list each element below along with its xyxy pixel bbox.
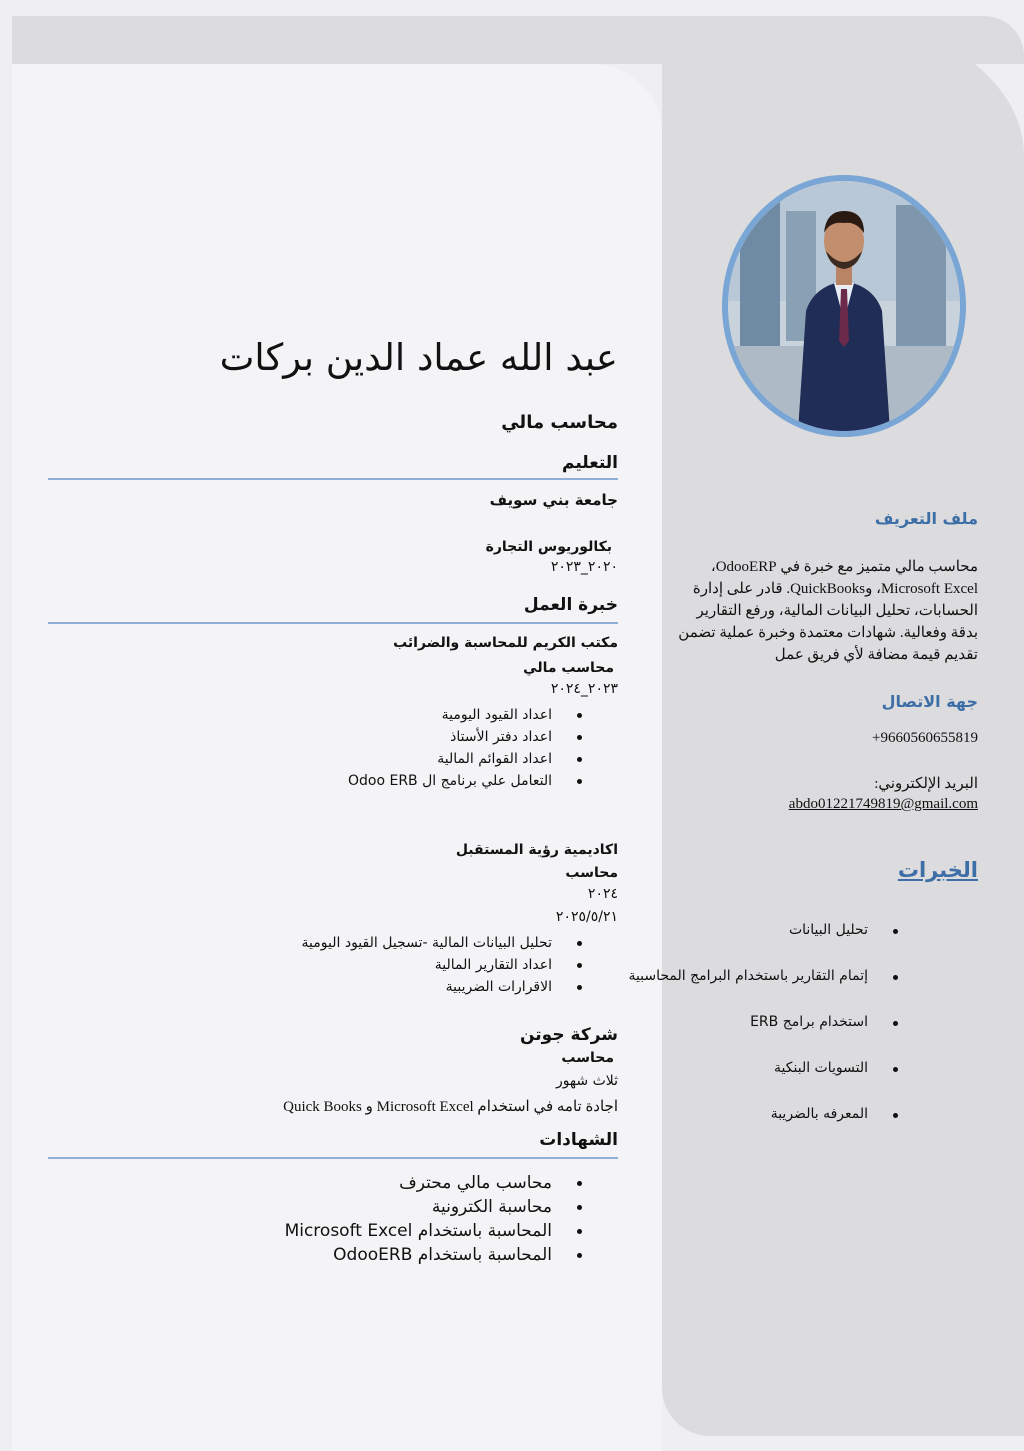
profile-line: الحسابات، تحليل البيانات المالية، ورفع التقارير [696, 603, 978, 619]
job-1-period: ٢٠٢٣_٢٠٢٤ [550, 681, 618, 697]
bullet-icon [577, 1205, 582, 1210]
experience-heading: خبرة العمل [523, 595, 618, 615]
job-3-role: محاسب [561, 1050, 614, 1066]
bullet-icon [577, 963, 582, 968]
bullet-icon [577, 1181, 582, 1186]
education-rule [48, 478, 618, 480]
list-item: التسويات البنكية [618, 1060, 978, 1106]
list-item: اعداد القوائم المالية [48, 748, 618, 770]
list-item: استخدام برامج ERB [618, 1014, 978, 1060]
phone-number: +9660560655819 [872, 730, 978, 746]
full-name: عبد الله عماد الدين بركات [219, 336, 618, 379]
person-photo-icon [728, 181, 960, 431]
main-panel [12, 64, 662, 1451]
job-2-period-start: ٢٠٢٤ [587, 886, 618, 902]
bullet-icon [893, 929, 898, 934]
email-label: البريد الإلكتروني: [874, 776, 978, 792]
list-item: المحاسبة باستخدام Microsoft Excel [48, 1219, 618, 1243]
list-item: اعداد التقارير المالية [48, 954, 618, 976]
certificates-rule [48, 1157, 618, 1159]
email-link[interactable]: abdo01221749819@gmail.com [788, 796, 978, 812]
bullet-icon [577, 985, 582, 990]
bullet-icon [577, 713, 582, 718]
job-1-company: مكتب الكريم للمحاسبة والضرائب [393, 635, 618, 651]
list-item: اعداد دفتر الأستاذ [48, 726, 618, 748]
job-1-tasks [48, 704, 618, 792]
skills-heading: الخبرات [897, 858, 978, 882]
profile-line: Microsoft Excel، وQuickBooks. قادر على إدارة [692, 581, 978, 597]
list-item: تحليل البيانات [618, 922, 978, 968]
list-item: اعداد القيود اليومية [48, 704, 618, 726]
certificates-heading: الشهادات [539, 1130, 618, 1150]
job-1-role: محاسب مالي [523, 660, 614, 676]
bullet-icon [577, 1229, 582, 1234]
contact-heading: جهة الاتصال [881, 692, 978, 711]
bullet-icon [577, 757, 582, 762]
list-item: محاسبة الكترونية [48, 1195, 618, 1219]
job-2-tasks [48, 932, 618, 998]
education-years: ٢٠٢٠_٢٠٢٣ [550, 559, 618, 575]
bullet-icon [577, 941, 582, 946]
certificates-list [48, 1171, 618, 1267]
bullet-icon [893, 1067, 898, 1072]
bullet-icon [577, 1253, 582, 1258]
job-3-period: ثلاث شهور [555, 1073, 618, 1089]
list-item: الاقرارات الضريبية [48, 976, 618, 998]
profile-heading: ملف التعريف [874, 509, 978, 528]
job-3-note: اجادة تامه في استخدام Microsoft Excel و Quick Books [283, 1099, 618, 1115]
education-heading: التعليم [562, 453, 618, 473]
university: جامعة بني سويف [489, 491, 618, 509]
list-item: محاسب مالي محترف [48, 1171, 618, 1195]
profile-text [662, 556, 978, 666]
profile-line: بدقة وفعالية. شهادات معتمدة وخبرة عملية تضمن [678, 625, 978, 641]
job-title: محاسب مالي [501, 412, 618, 433]
profile-photo [722, 175, 966, 437]
bullet-icon [893, 1113, 898, 1118]
profile-line: محاسب مالي متميز مع خبرة في OdooERP، [710, 559, 978, 575]
bullet-icon [577, 735, 582, 740]
bullet-icon [893, 975, 898, 980]
list-item: إتمام التقارير باستخدام البرامج المحاسبية [618, 968, 978, 1014]
list-item: تحليل البيانات المالية -تسجيل القيود اليومية [48, 932, 618, 954]
job-3-company: شركة جوتن [520, 1025, 618, 1045]
job-2-period-end: ٢٠٢٥/٥/٢١ [555, 909, 618, 925]
list-item: المحاسبة باستخدام OdooERB [48, 1243, 618, 1267]
skills-list [618, 922, 978, 1152]
bullet-icon [893, 1021, 898, 1026]
list-item: التعامل علي برنامج ال Odoo ERB [48, 770, 618, 792]
experience-rule [48, 622, 618, 624]
job-2-role: محاسب [565, 865, 618, 881]
degree: بكالوريوس التجارة [485, 539, 612, 555]
profile-line: تقديم قيمة مضافة لأي فريق عمل [774, 647, 978, 663]
job-2-company: اكاديمية رؤية المستقبل [455, 842, 618, 858]
list-item: المعرفه بالضريبة [618, 1106, 978, 1152]
bullet-icon [577, 779, 582, 784]
